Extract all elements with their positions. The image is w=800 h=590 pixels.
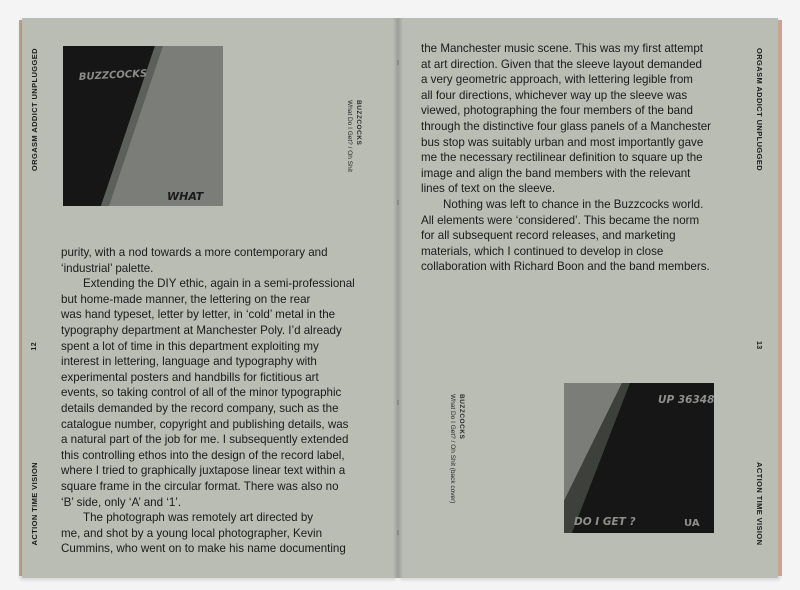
body-text-left [61,245,371,557]
text-line: events, so taking control of all of the minor typographic [61,386,342,400]
image-caption-left [345,100,363,172]
caption-title: BUZZCOCKS [458,394,465,440]
text-line: Cummins, who went on to make his name documenting [61,542,346,556]
binding-stitch [397,530,399,535]
caption-title: BUZZCOCKS [355,100,362,146]
book-gutter [393,18,403,578]
text-line: a very geometric approach, with lettering legible from [421,73,693,87]
text-line: where I tried to graphically juxtapose linear text within a [61,464,346,478]
text-line: interest in lettering, language and typography with [61,355,317,369]
sleeve-title-text: WHAT [167,190,204,203]
binding-stitch [397,200,399,205]
sleeve-back-artwork [564,383,714,533]
record-sleeve-front [63,46,223,206]
binding-stitch [397,400,399,405]
page-number-left: 12 [31,342,38,351]
running-header-right: ORGASM ADDICT UNPLUGGED [755,48,764,172]
text-line: me, and shot by a young local photographer, Kevin [61,526,323,540]
caption-subtitle: What Do I Get? / Oh Shit [346,100,353,172]
text-line: viewed, photographing the four members of the band [421,104,693,118]
text-line: All elements were ‘considered’. This became the norm [421,213,700,227]
text-line: through the distinctive four glass panels of a Manchester [421,119,712,133]
text-line: all four directions, whichever way up the sleeve was [421,88,688,102]
text-line: me the necessary rectilinear definition to square up the [421,151,703,165]
text-line: bus stop was suitably urban and most importantly gave [421,135,704,149]
text-line: spent a lot of time in this department exploiting my [61,339,319,353]
book-cover-edge-right [778,20,782,576]
record-label-logo: UA [684,518,700,529]
text-line: lines of text on the sleeve. [421,182,556,196]
text-line: square frame in the circular format. There was also no [61,479,339,493]
text-line: ‘industrial’ palette. [61,261,154,275]
sleeve-logo-text: BUZZCOCKS [78,68,148,83]
caption-subtitle: What Do I Get? / Oh Shit (back cover) [449,394,456,504]
text-line: The photograph was remotely art directed by [83,511,314,525]
sleeve-title-text: DO I GET ? [574,516,636,528]
text-line: but home-made manner, the lettering on the rear [61,292,311,306]
running-header-left: ORGASM ADDICT UNPLUGGED [30,48,39,172]
text-line: details demanded by the record company, such as the [61,401,339,415]
section-label-right: ACTION TIME VISION [755,462,764,546]
sleeve-front-artwork [63,46,223,206]
catalogue-number: UP 36348 [658,394,714,406]
text-line: ‘B’ side, only ‘A’ and ‘1’. [61,495,182,509]
text-line: Extending the DIY ethic, again in a semi-professional [83,277,355,291]
right-page [398,18,778,578]
text-line: purity, with a nod towards a more contemporary and [61,246,328,259]
text-line: was hand typeset, letter by letter, in ‘cold’ metal in the [61,308,336,322]
text-line: a natural part of the job for me. I subsequently extended [61,433,349,447]
text-line: this controlling ethos into the design of the record label, [61,448,345,462]
binding-stitch [397,60,399,65]
section-label-left: ACTION TIME VISION [30,462,39,546]
body-text-right [421,41,743,275]
text-line: experimental posters and handbills for fictitious art [61,370,319,384]
text-line: typography department at Manchester Poly. I’d already [61,323,342,337]
left-page [22,18,398,578]
image-caption-right [448,394,466,503]
page-number-right: 13 [755,341,762,350]
text-line: image and align the band members with the relevant [421,166,691,180]
text-line: the Manchester music scene. This was my first attempt [421,42,703,55]
text-line: Nothing was left to chance in the Buzzcocks world. [443,197,704,211]
text-line: at art direction. Given that the sleeve layout demanded [421,57,702,71]
text-line: for all subsequent record releases, and marketing [421,229,676,243]
text-line: catalogue number, copyright and publishing details, was [61,417,349,431]
record-sleeve-back [564,383,714,533]
text-line: materials, which I continued to develop in close [421,244,664,258]
text-line: collaboration with Richard Boon and the band members. [421,260,710,274]
